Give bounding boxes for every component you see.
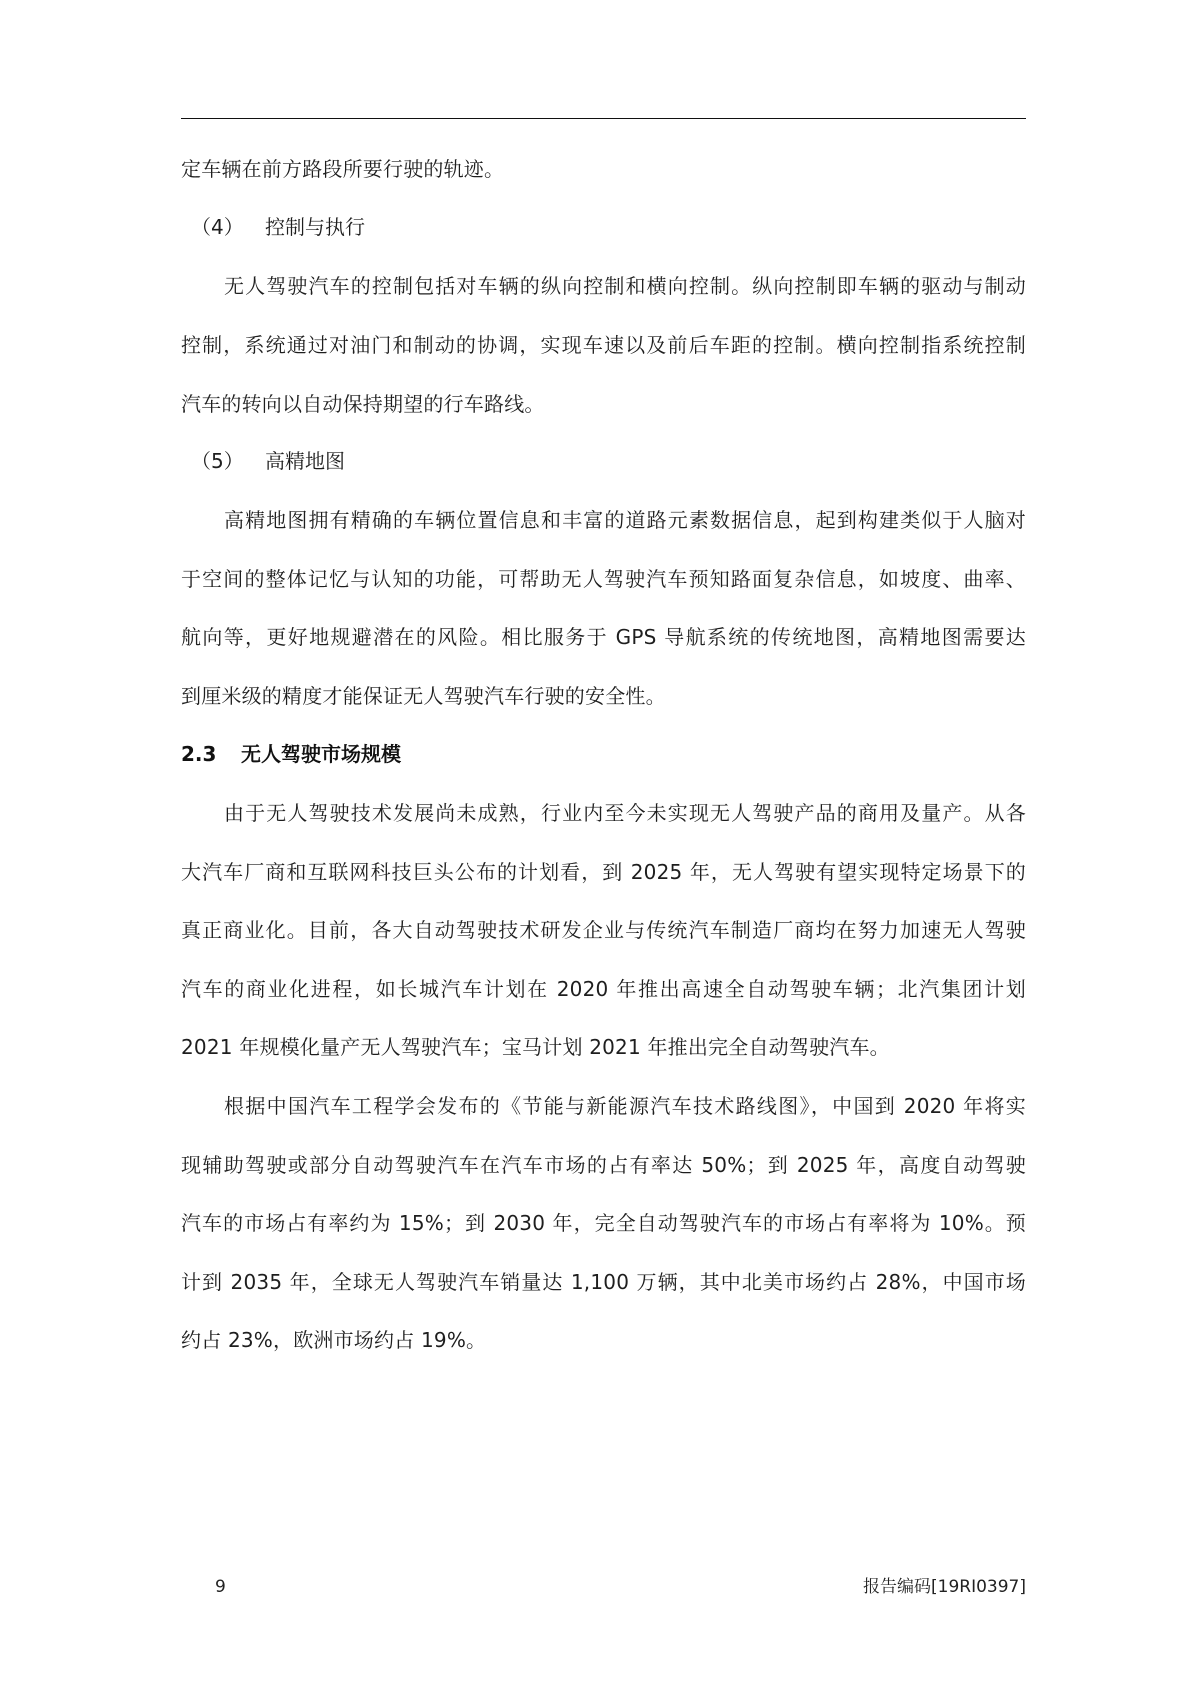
paragraph-line: 汽车的市场占有率约为 15%；到 2030 年，完全自动驾驶汽车的市场占有率将为 10%。预 [181, 1211, 1026, 1235]
paragraph-line: 根据中国汽车工程学会发布的《节能与新能源汽车技术路线图》，中国到 2020 年将实 [224, 1094, 1026, 1118]
item-title: 控制与执行 [265, 215, 365, 239]
paragraph-line: 汽车的转向以自动保持期望的行车路线。 [181, 392, 545, 416]
header-rule [181, 118, 1026, 119]
item-heading-5 [191, 447, 345, 475]
item-title: 高精地图 [265, 449, 345, 473]
paragraph-line: 计到 2035 年，全球无人驾驶汽车销量达 1,100 万辆，其中北美市场约占 28%，中国市场 [181, 1270, 1026, 1294]
paragraph-line: 航向等，更好地规避潜在的风险。相比服务于 GPS 导航系统的传统地图，高精地图需要达 [181, 625, 1026, 649]
paragraph-line: 汽车的商业化进程，如长城汽车计划在 2020 年推出高速全自动驾驶车辆；北汽集团计划 [181, 977, 1026, 1001]
item-number: （5） [191, 449, 244, 473]
paragraph-line: 由于无人驾驶技术发展尚未成熟，行业内至今未实现无人驾驶产品的商用及量产。从各 [224, 801, 1026, 825]
paragraph-line: 大汽车厂商和互联网科技巨头公布的计划看，到 2025 年，无人驾驶有望实现特定场景下的 [181, 860, 1026, 884]
paragraph-line: 真正商业化。目前，各大自动驾驶技术研发企业与传统汽车制造厂商均在努力加速无人驾驶 [181, 918, 1026, 942]
page-number: 9 [215, 1577, 226, 1597]
item-number: （4） [191, 215, 244, 239]
paragraph-line: 于空间的整体记忆与认知的功能，可帮助无人驾驶汽车预知路面复杂信息，如坡度、曲率、 [181, 567, 1026, 591]
section-number: 2.3 [181, 742, 217, 766]
paragraph-line: 现辅助驾驶或部分自动驾驶汽车在汽车市场的占有率达 50%；到 2025 年，高度自动驾驶 [181, 1153, 1026, 1177]
continuation-line: 定车辆在前方路段所要行驶的轨迹。 [181, 157, 505, 181]
report-code: 报告编码[19RI0397] [863, 1577, 1026, 1597]
paragraph-line: 控制，系统通过对油门和制动的协调，实现车速以及前后车距的控制。横向控制指系统控制 [181, 333, 1026, 357]
section-heading [181, 740, 401, 768]
paragraph-line: 到厘米级的精度才能保证无人驾驶汽车行驶的安全性。 [181, 684, 666, 708]
paragraph-line: 高精地图拥有精确的车辆位置信息和丰富的道路元素数据信息，起到构建类似于人脑对 [224, 508, 1026, 532]
paragraph-line: 2021 年规模化量产无人驾驶汽车；宝马计划 2021 年推出完全自动驾驶汽车。 [181, 1035, 890, 1059]
paragraph-line: 约占 23%，欧洲市场约占 19%。 [181, 1328, 487, 1352]
section-title: 无人驾驶市场规模 [241, 742, 401, 766]
paragraph-line: 无人驾驶汽车的控制包括对车辆的纵向控制和横向控制。纵向控制即车辆的驱动与制动 [224, 274, 1026, 298]
item-heading-4 [191, 213, 365, 241]
